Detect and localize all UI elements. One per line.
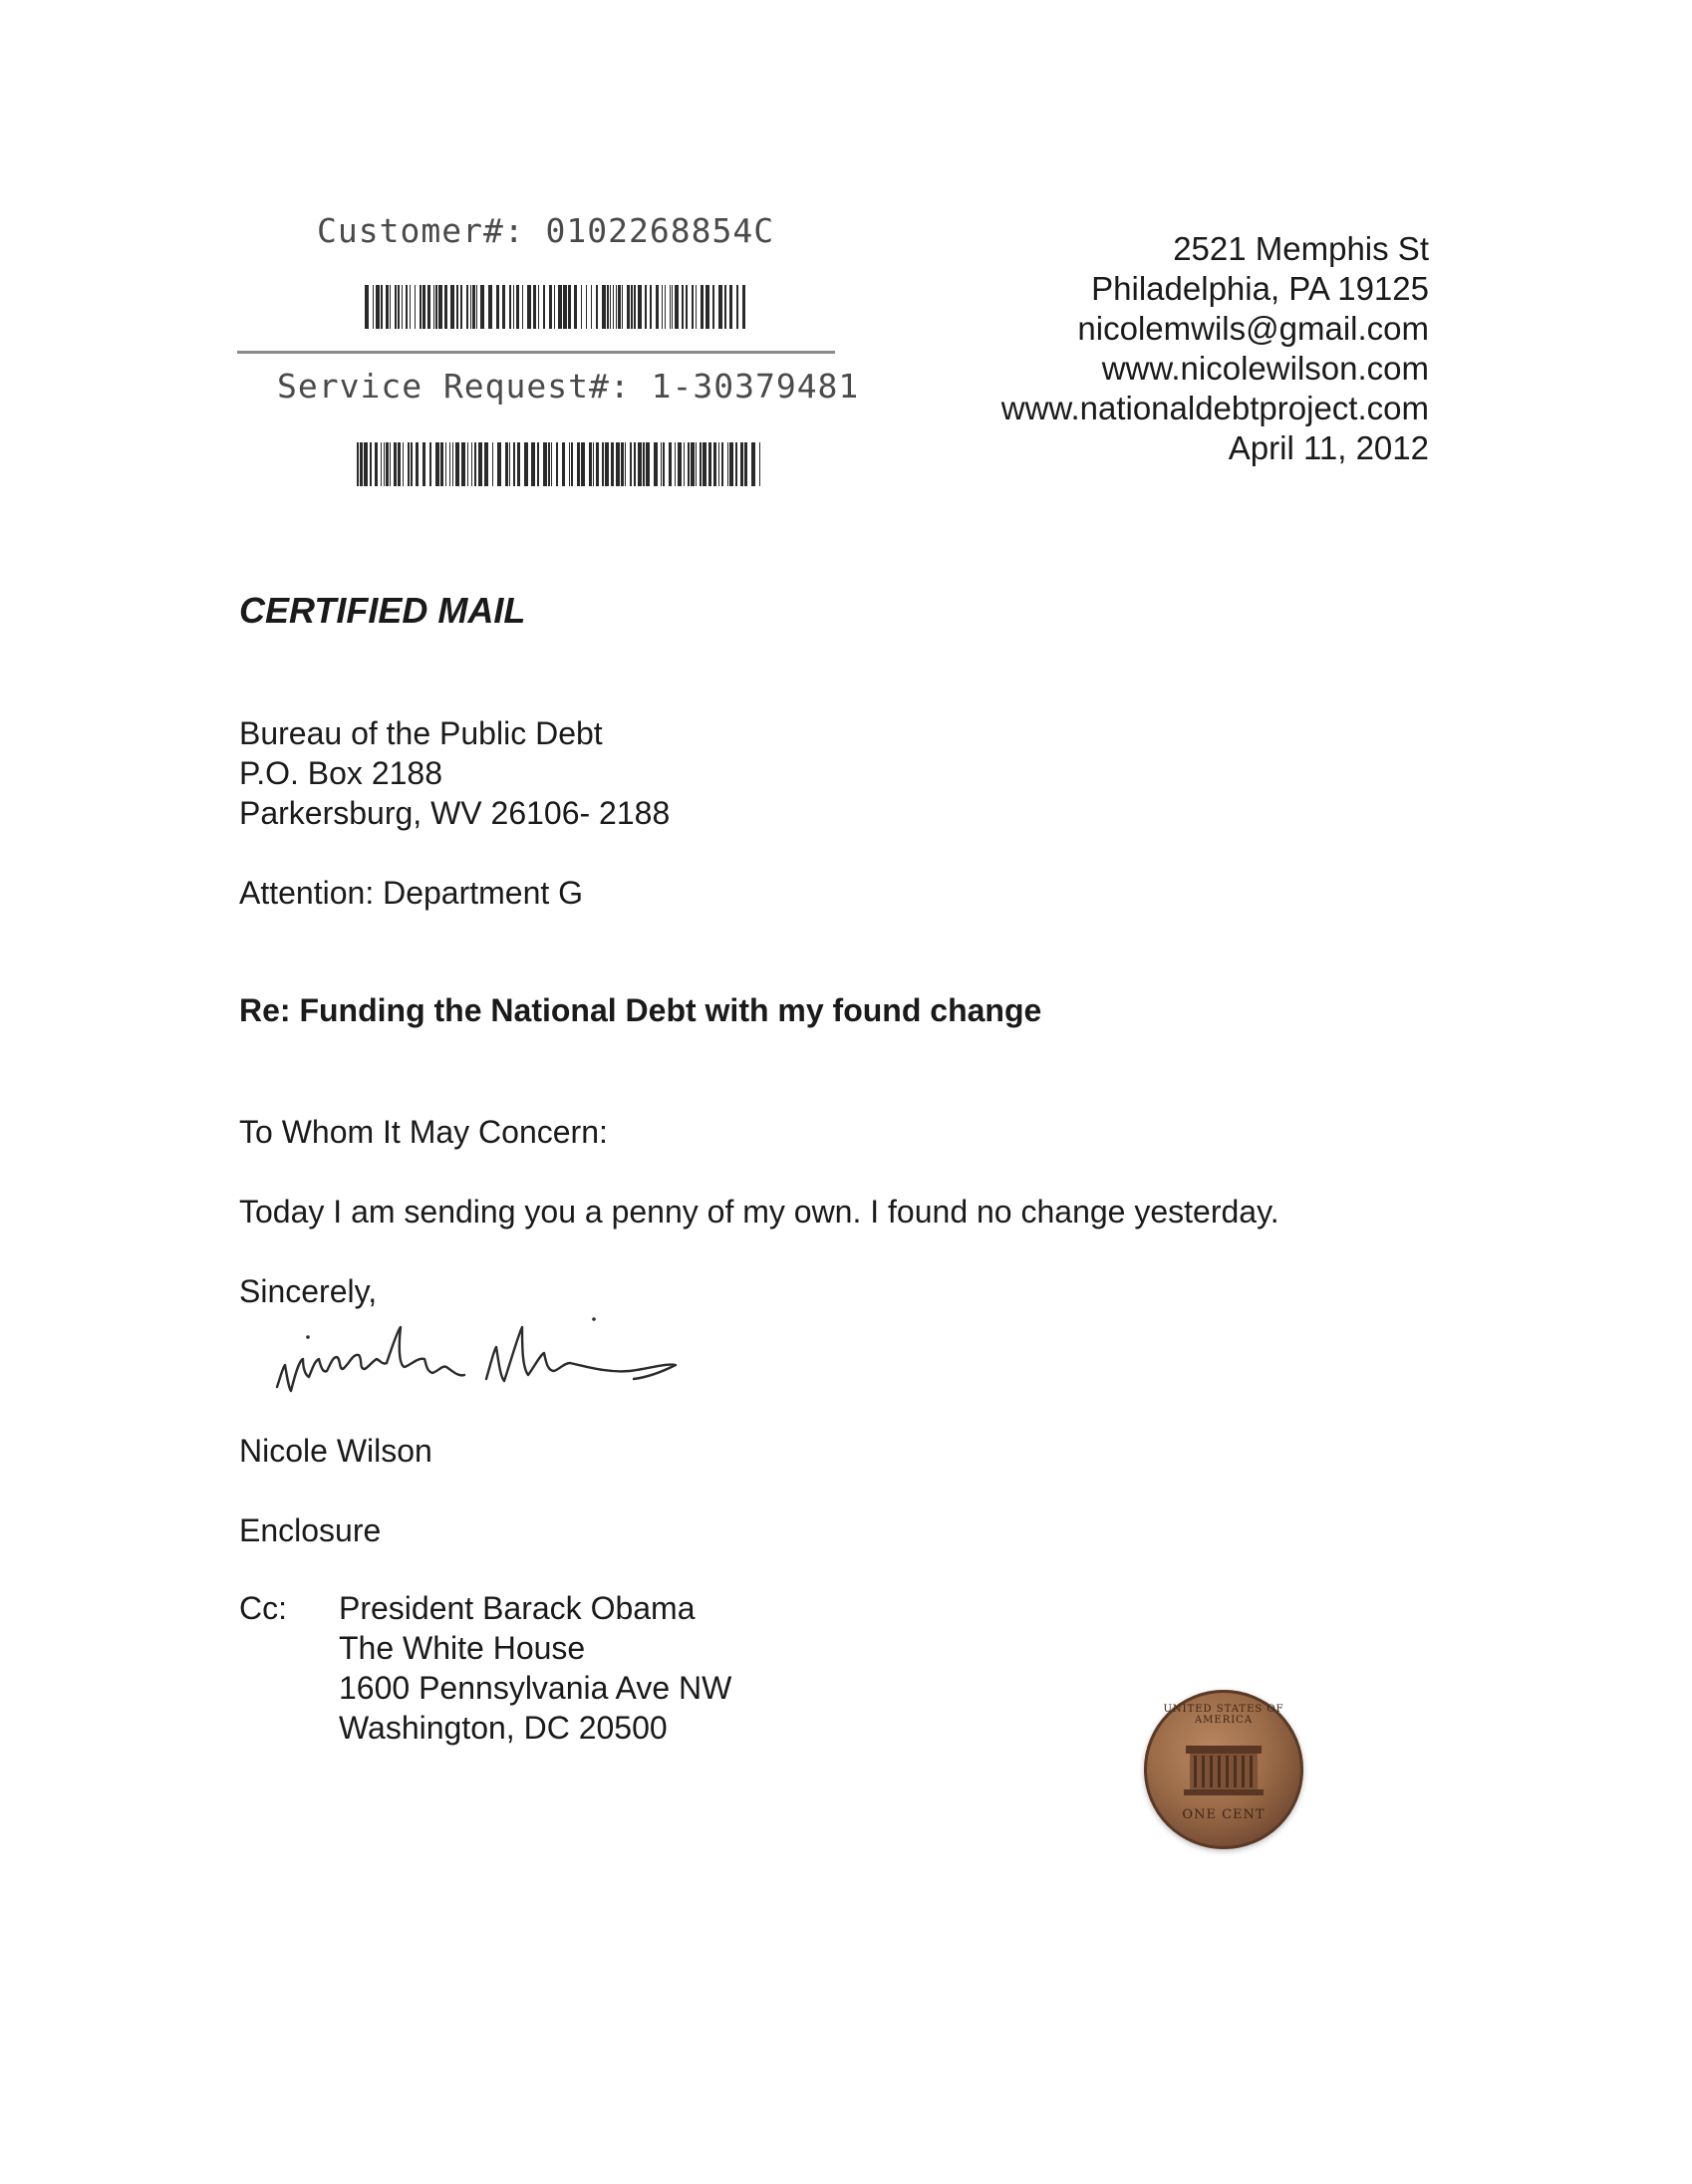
barcode-bar [411,442,413,486]
barcode-bar [509,285,511,329]
barcode-bar [622,285,623,329]
barcode-bar [474,442,476,486]
barcode-bar [708,442,711,486]
barcode-bar [672,285,673,329]
barcode-bar [616,285,617,329]
barcode-bar [502,285,505,329]
barcode-bar [581,442,585,486]
penny-bottom-text: ONE CENT [1182,1807,1266,1822]
barcode-bar [650,285,652,329]
barcode-bar [531,442,535,486]
barcode-bar [596,442,599,486]
barcode-bar [556,442,558,486]
barcode-bar [423,285,425,329]
customer-number-label: Customer#: 0102268854C [317,211,775,250]
barcode-bar [643,442,645,486]
barcode-bar [618,285,621,329]
barcode-bar [423,442,425,486]
barcode-bar [551,442,552,486]
barcode-bar [386,442,389,486]
barcode-bar [543,285,545,329]
barcode-bar [427,285,430,329]
barcode-bar [435,442,439,486]
barcode-bar [654,442,658,486]
barcode-bar [625,442,626,486]
barcode-bar [538,285,539,329]
barcode-bar [390,285,391,329]
barcode-bar [638,285,642,329]
barcode-bar [467,442,468,486]
subject-line: Re: Funding the National Debt with my found change [239,992,1042,1028]
barcode-bar [416,442,419,486]
barcode-bar [729,442,733,486]
barcode-bar [724,285,726,329]
barcode-bar [558,285,562,329]
barcode-bar [602,285,606,329]
barcode-bar [596,285,598,329]
barcode-bar [509,442,510,486]
barcode-bar [586,285,587,329]
barcode-bar [433,285,434,329]
barcode-bar [568,285,571,329]
barcode-bar [678,442,682,486]
barcode-bar [360,442,363,486]
barcode-bar [505,442,508,486]
signer-name: Nicole Wilson [239,1433,432,1469]
barcode-bar [524,442,528,486]
barcode-bar [675,285,679,329]
barcode-bar [665,285,666,329]
barcode-bar [696,285,697,329]
barcode-bar [394,442,397,486]
barcode-bar [444,285,447,329]
sender-website-2: www.nationaldebtproject.com [1000,390,1429,426]
barcode-bar [662,285,663,329]
barcode-bar [450,285,454,329]
barcode-bar [497,442,501,486]
barcode-bar [740,442,743,486]
barcode-bar [577,442,580,486]
cc-recipient [339,1588,731,1748]
barcode-bar [406,285,408,329]
barcode-bar [602,442,604,486]
barcode-bar [646,442,650,486]
barcode-bar [415,285,416,329]
barcode-bar [759,442,760,486]
barcode-bar [472,285,475,329]
barcode-bar [408,442,410,486]
sender-city: Philadelphia, PA 19125 [1091,270,1429,307]
barcode-bar [455,442,459,486]
barcode-bar [548,442,550,486]
barcode-bar [605,442,609,486]
barcode-bar [398,285,400,329]
barcode-bar [375,442,378,486]
barcode-bar [742,285,745,329]
barcode-bar [398,442,401,486]
barcode-bar [461,442,465,486]
handwritten-signature [269,1305,707,1420]
barcode-bar [456,285,458,329]
barcode-bar [670,285,671,329]
barcode-bar [744,442,747,486]
barcode-bar [466,285,468,329]
barcode-bar [611,442,614,486]
barcode-bar [581,285,582,329]
barcode-bar [517,442,520,486]
recipient-address [239,713,670,833]
barcode-bar [692,285,694,329]
barcode-bar [703,442,706,486]
barcode-bar [364,442,368,486]
barcode-bar [452,442,453,486]
barcode-bar [460,285,462,329]
barcode-bar [661,442,662,486]
lincoln-memorial-icon [1144,1690,1303,1849]
letter-date: April 11, 2012 [1228,429,1429,466]
barcode-bar [449,442,450,486]
customer-barcode [365,285,749,329]
barcode-bar [492,442,493,486]
barcode-bar [533,285,536,329]
salutation: To Whom It May Concern: [239,1114,608,1150]
barcode-bar [613,285,614,329]
barcode-bar [470,285,471,329]
barcode-bar [370,442,372,486]
barcode-bar [420,285,422,329]
barcode-bar [638,442,642,486]
barcode-bar [735,442,737,486]
barcode-bar [516,285,519,329]
barcode-bar [402,285,403,329]
barcode-bar [700,442,702,486]
barcode-bar [669,442,672,486]
barcode-bar [410,285,411,329]
barcode-bar [751,442,755,486]
barcode-bar [435,285,437,329]
barcode-bar [645,285,647,329]
service-request-barcode [357,442,761,486]
barcode-bar [373,285,374,329]
barcode-bar [386,285,389,329]
barcode-bar [634,285,636,329]
barcode-bar [522,285,523,329]
barcode-bar [631,285,633,329]
barcode-bar [471,442,472,486]
barcode-bar [563,285,567,329]
barcode-bar [589,442,592,486]
barcode-bar [496,285,499,329]
barcode-bar [562,442,565,486]
sender-website-1: www.nicolewilson.com [1101,350,1429,387]
barcode-bar [395,285,397,329]
sender-email: nicolemwils@gmail.com [1077,310,1429,347]
barcode-bar [429,442,431,486]
service-request-label: Service Request#: 1-30379481 [277,367,860,406]
recipient-line-3: Parkersburg, WV 26106- 2188 [239,795,671,831]
barcode-bar [736,285,738,329]
attention-line: Attention: Department G [239,875,584,911]
barcode-bar [513,442,515,486]
cc-label: Cc: [239,1590,287,1626]
barcode-bar [537,442,539,486]
barcode-bar [727,442,728,486]
barcode-bar [376,285,380,329]
barcode-bar [527,285,531,329]
barcode-bar [684,442,685,486]
barcode-bar [381,285,383,329]
letter-body: Today I am sending you a penny of my own. I found no change yesterday. [239,1194,1279,1229]
cc-line-1: President Barack Obama [339,1590,696,1626]
recipient-line-1: Bureau of the Public Debt [239,715,603,751]
barcode-bar [488,285,492,329]
barcode-bar [440,442,443,486]
cc-line-2: The White House [339,1630,586,1666]
barcode-bar [574,285,577,329]
barcode-bar [656,285,659,329]
penny-top-text: UNITED STATES OF AMERICA [1163,1704,1284,1726]
barcode-bar [445,442,446,486]
barcode-bar [682,285,684,329]
enclosure-note: Enclosure [239,1512,382,1548]
barcode-bar [357,442,359,486]
barcode-bar [630,442,632,486]
sender-address [1001,229,1429,468]
barcode-bar [616,442,620,486]
barcode-bar [718,442,719,486]
barcode-bar [390,442,391,486]
barcode-bar [569,442,570,486]
barcode-bar [591,285,592,329]
barcode-bar [513,285,514,329]
barcode-bar [438,285,442,329]
barcode-bar [381,442,382,486]
barcode-bar [705,285,709,329]
barcode-bar [478,442,482,486]
barcode-bar [593,442,594,486]
label-divider [237,351,835,354]
barcode-bar [688,442,690,486]
barcode-bar [712,285,714,329]
barcode-bar [403,442,404,486]
barcode-bar [675,442,676,486]
barcode-bar [480,285,484,329]
barcode-bar [696,442,697,486]
barcode-bar [663,442,665,486]
barcode-bar [571,442,573,486]
barcode-bar [701,285,704,329]
barcode-bar [721,442,723,486]
barcode-bar [365,285,369,329]
barcode-bar [691,442,695,486]
barcode-bar [476,285,477,329]
barcode-bar [610,285,611,329]
penny-image [1144,1690,1303,1849]
barcode-bar [713,442,716,486]
barcode-bar [686,285,688,329]
barcode-bar [621,442,624,486]
barcode-bar [607,285,609,329]
barcode-bar [634,442,636,486]
sender-street: 2521 Memphis St [1173,230,1429,267]
certified-mail-heading: CERTIFIED MAIL [239,590,526,631]
barcode-bar [729,285,732,329]
barcode-bar [718,285,722,329]
barcode-bar [554,285,555,329]
barcode-bar [543,442,547,486]
cc-line-3: 1600 Pennsylvania Ave NW [339,1670,732,1706]
barcode-bar [484,442,488,486]
barcode-bar [549,285,552,329]
cc-line-4: Washington, DC 20500 [339,1710,668,1746]
barcode-bar [384,442,385,486]
recipient-line-2: P.O. Box 2188 [239,755,442,791]
barcode-bar [627,285,630,329]
closing: Sincerely, [239,1273,378,1309]
